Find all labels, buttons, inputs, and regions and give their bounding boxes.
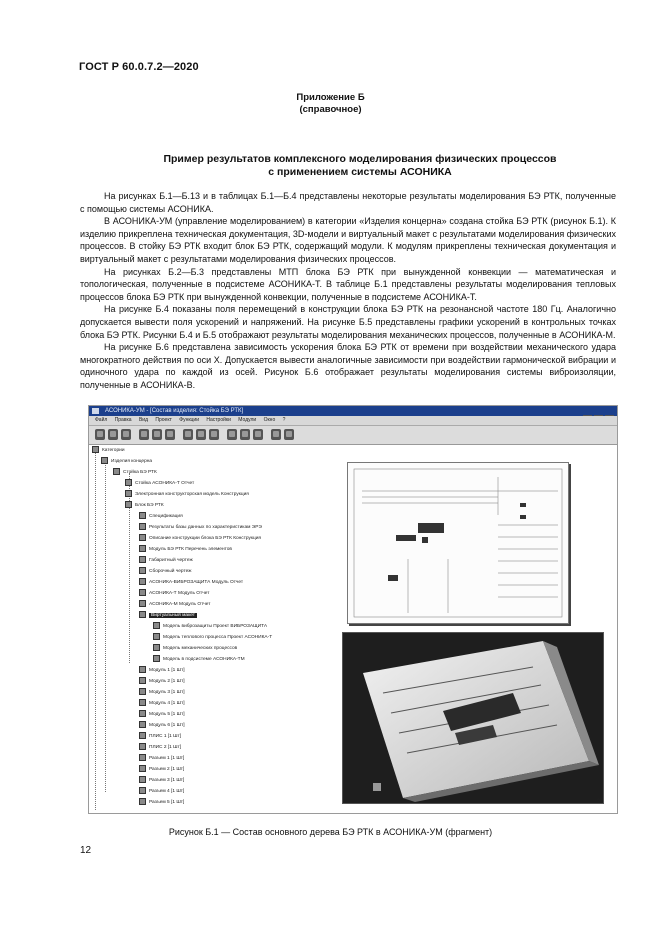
chip-icon — [139, 743, 146, 750]
menu-item[interactable]: Правка — [114, 417, 132, 423]
tree-node[interactable]: Модель теплового процесса Проект АСОНИКА-Т — [153, 632, 272, 643]
virtual-model-icon — [139, 611, 146, 618]
annex-title: Приложение Б — [296, 92, 365, 103]
module-icon — [139, 721, 146, 728]
chip-icon — [139, 732, 146, 739]
toolbar-button-icon[interactable] — [183, 429, 193, 440]
tree-node[interactable]: Модуль 1 [1 Шт] — [139, 665, 185, 676]
tree-node[interactable]: Описание конструкции блока БЭ РТК Конструкция — [139, 533, 261, 544]
project-icon — [153, 644, 160, 651]
module-icon — [139, 699, 146, 706]
toolbar-button-icon[interactable] — [108, 429, 118, 440]
tree-guide — [105, 462, 106, 792]
connector-icon — [139, 754, 146, 761]
project-icon — [153, 655, 160, 662]
tree-node[interactable]: Модель виброзащиты Проект ВИБРОЗАЩИТА — [153, 621, 267, 632]
mouse-cursor-icon: ⁸I — [597, 798, 602, 805]
toolbar-button-icon[interactable] — [284, 429, 294, 440]
document-icon — [139, 567, 146, 574]
tree-node[interactable]: Разъем 3 [1 Шт] — [139, 775, 184, 786]
menu-item[interactable]: Файл — [95, 417, 108, 423]
tree-node[interactable]: Сборочный чертеж — [139, 566, 191, 577]
report-icon — [125, 479, 132, 486]
drawing-sketch — [348, 463, 568, 623]
menu-item[interactable]: Окно — [263, 417, 276, 423]
report-icon — [139, 600, 146, 607]
tree-guide — [95, 450, 96, 810]
section-title-line2: с применением системы АСОНИКА — [268, 165, 452, 178]
tree-node[interactable]: Стойка БЭ РТК — [113, 467, 157, 478]
tree-node[interactable]: Модуль 3 [1 Шт] — [139, 687, 185, 698]
menu-item[interactable]: Вид — [138, 417, 149, 423]
report-icon — [139, 589, 146, 596]
tree-node[interactable]: Электронная конструкторская модель Конструкция — [125, 489, 249, 500]
menu-bar — [89, 416, 617, 426]
rack-3d-render — [343, 633, 603, 803]
toolbar-button-icon[interactable] — [271, 429, 281, 440]
section-title-line1: Пример результатов комплексного моделирования физических процессов — [163, 153, 557, 165]
toolbar-button-icon[interactable] — [209, 429, 219, 440]
tree-node[interactable]: Модуль 5 [1 Шт] — [139, 709, 185, 720]
menu-item[interactable]: ? — [282, 417, 286, 423]
tree-node[interactable]: АСОНИКА-М Модуль Отчет — [139, 599, 210, 610]
tree-node[interactable]: Модуль 6 [1 Шт] — [139, 720, 185, 731]
connector-icon — [139, 798, 146, 805]
connector-icon — [139, 787, 146, 794]
document-icon — [139, 512, 146, 519]
folder-icon — [101, 457, 108, 464]
tree-node[interactable]: Разъем 5 [1 Шт] — [139, 797, 184, 808]
tree-node-selected[interactable]: Виртуальный макет — [139, 610, 197, 621]
connector-icon — [139, 776, 146, 783]
project-icon — [153, 622, 160, 629]
toolbar-button-icon[interactable] — [121, 429, 131, 440]
tree-node[interactable]: Разъем 1 [1 Шт] — [139, 753, 184, 764]
toolbar-button-icon[interactable] — [196, 429, 206, 440]
menu-item[interactable]: Настройки — [206, 417, 231, 423]
tree-node[interactable]: Стойка АСОНИКА-Т Отчет — [125, 478, 194, 489]
paragraph: На рисунках Б.2—Б.3 представлены МТП блока БЭ РТК при вынужденной конвекции — математическая и топологическая, полученные в подсистеме АСОНИКА-Т. В таблице Б.1 представлены результаты моделирования тепловых процессов блока БЭ РТК при вынужденной конвекции, полученные в подсистеме АСОНИКА-Т. — [80, 266, 616, 302]
3d-model-viewport[interactable] — [342, 632, 604, 804]
annex-heading — [0, 92, 661, 116]
toolbar-button-icon[interactable] — [139, 429, 149, 440]
module-icon — [139, 666, 146, 673]
block-icon — [125, 501, 132, 508]
annex-note: (справочное) — [299, 104, 362, 115]
toolbar-button-icon[interactable] — [240, 429, 250, 440]
window-titlebar — [89, 406, 617, 416]
product-tree — [89, 445, 349, 813]
menu-item[interactable]: Функции — [179, 417, 199, 423]
toolbar-button-icon[interactable] — [165, 429, 175, 440]
menu-item[interactable]: Проект — [155, 417, 172, 423]
tree-node[interactable]: Разъем 2 [1 Шт] — [139, 764, 184, 775]
module-icon — [139, 677, 146, 684]
toolbar-button-icon[interactable] — [95, 429, 105, 440]
module-icon — [139, 688, 146, 695]
tree-node[interactable]: Модуль 4 [1 Шт] — [139, 698, 185, 709]
document-icon — [139, 556, 146, 563]
connector-icon — [139, 765, 146, 772]
tree-node[interactable]: Модель механических процессов — [153, 643, 237, 654]
paragraph: На рисунке Б.4 показаны поля перемещений в конструкции блока БЭ РТК на резонансной частоте 180 Гц. Аналогично допускается вывести поля ускорений и напряжений. На рисунке Б.5 представлены графики ускорений в контрольных точках блока БЭ РТК. Рисунки Б.4 и Б.5 отображают результаты моделирования механических процессов, полученные в АСОНИКА-М. — [80, 304, 616, 340]
report-icon — [139, 578, 146, 585]
figure-caption: Рисунок Б.1 — Состав основного дерева БЭ РТК в АСОНИКА-УМ (фрагмент) — [168, 827, 493, 837]
model-icon — [125, 490, 132, 497]
section-title — [80, 153, 640, 178]
tree-node[interactable]: Габаритный чертеж — [139, 555, 193, 566]
figure-screenshot — [88, 405, 618, 814]
toolbar — [89, 426, 617, 445]
body-text — [80, 190, 616, 392]
tree-node[interactable]: Блок БЭ РТК — [125, 500, 164, 511]
project-icon — [153, 633, 160, 640]
document-icon — [139, 523, 146, 530]
paragraph: На рисунке Б.6 представлена зависимость ускорения блока БЭ РТК от времени при воздействии механического удара многократного действия по оси X. Допускается вывести аналогичные зависимости при воздействии гармонической вибрации и одиночного удара по каждой из осей. Рисунок Б.6 отображает результаты моделирования системы виброизоляции, полученные в АСОНИКА-В. — [80, 342, 616, 390]
document-icon — [139, 534, 146, 541]
technical-drawing-preview — [347, 462, 569, 624]
document-icon — [139, 545, 146, 552]
rack-icon — [113, 468, 120, 475]
tree-node[interactable]: АСОНИКА-ВИБРОЗАЩИТА Модуль Отчет — [139, 577, 243, 588]
toolbar-button-icon[interactable] — [152, 429, 162, 440]
tree-node[interactable]: Категории — [92, 445, 125, 456]
folder-icon — [92, 446, 99, 453]
module-icon — [139, 710, 146, 717]
app-icon — [92, 408, 99, 414]
tree-node[interactable]: Разъем 4 [1 Шт] — [139, 786, 184, 797]
tree-node[interactable]: ПЛИС 1 [1 Шт] — [139, 731, 181, 742]
document-code: ГОСТ Р 60.0.7.2—2020 — [79, 61, 199, 73]
tree-node[interactable]: Модуль 2 [1 Шт] — [139, 676, 185, 687]
menu-item[interactable]: Модули — [238, 417, 257, 423]
tree-node[interactable]: Спецификация — [139, 511, 183, 522]
paragraph: На рисунках Б.1—Б.13 и в таблицах Б.1—Б.4 представлены некоторые результаты моделирования БЭ РТК, полученные с помощью системы АСОНИКА. — [80, 191, 616, 214]
tree-node[interactable]: Модуль БЭ РТК Перечень элементов — [139, 544, 232, 555]
tree-node[interactable]: Результаты базы данных по характеристикам ЭРЭ — [139, 522, 262, 533]
paragraph: В АСОНИКА-УМ (управление моделированием) в категории «Изделия концерна» создана стойка БЭ РТК (рисунок Б.1). К изделию прикреплена техническая документация, 3D-модели и виртуальный макет с результатами моделирования физических процессов. В стойку БЭ РТК входит блок БЭ РТК, содержащий модули. К модулям прикреплены техническая документация и виртуальный макет с результатами моделирования физических процессов. — [80, 216, 616, 264]
page-number: 12 — [80, 845, 92, 856]
tree-node[interactable]: Модель в подсистеме АСОНИКА-ТМ — [153, 654, 245, 665]
tree-node[interactable]: Изделия концерна — [101, 456, 152, 467]
tree-node[interactable]: ПЛИС 2 [1 Шт] — [139, 742, 181, 753]
window-title: АСОНИКА-УМ - [Состав изделия: Стойка БЭ РТК] — [105, 408, 244, 414]
toolbar-button-icon[interactable] — [227, 429, 237, 440]
tree-node[interactable]: АСОНИКА-Т Модуль Отчет — [139, 588, 209, 599]
toolbar-button-icon[interactable] — [253, 429, 263, 440]
